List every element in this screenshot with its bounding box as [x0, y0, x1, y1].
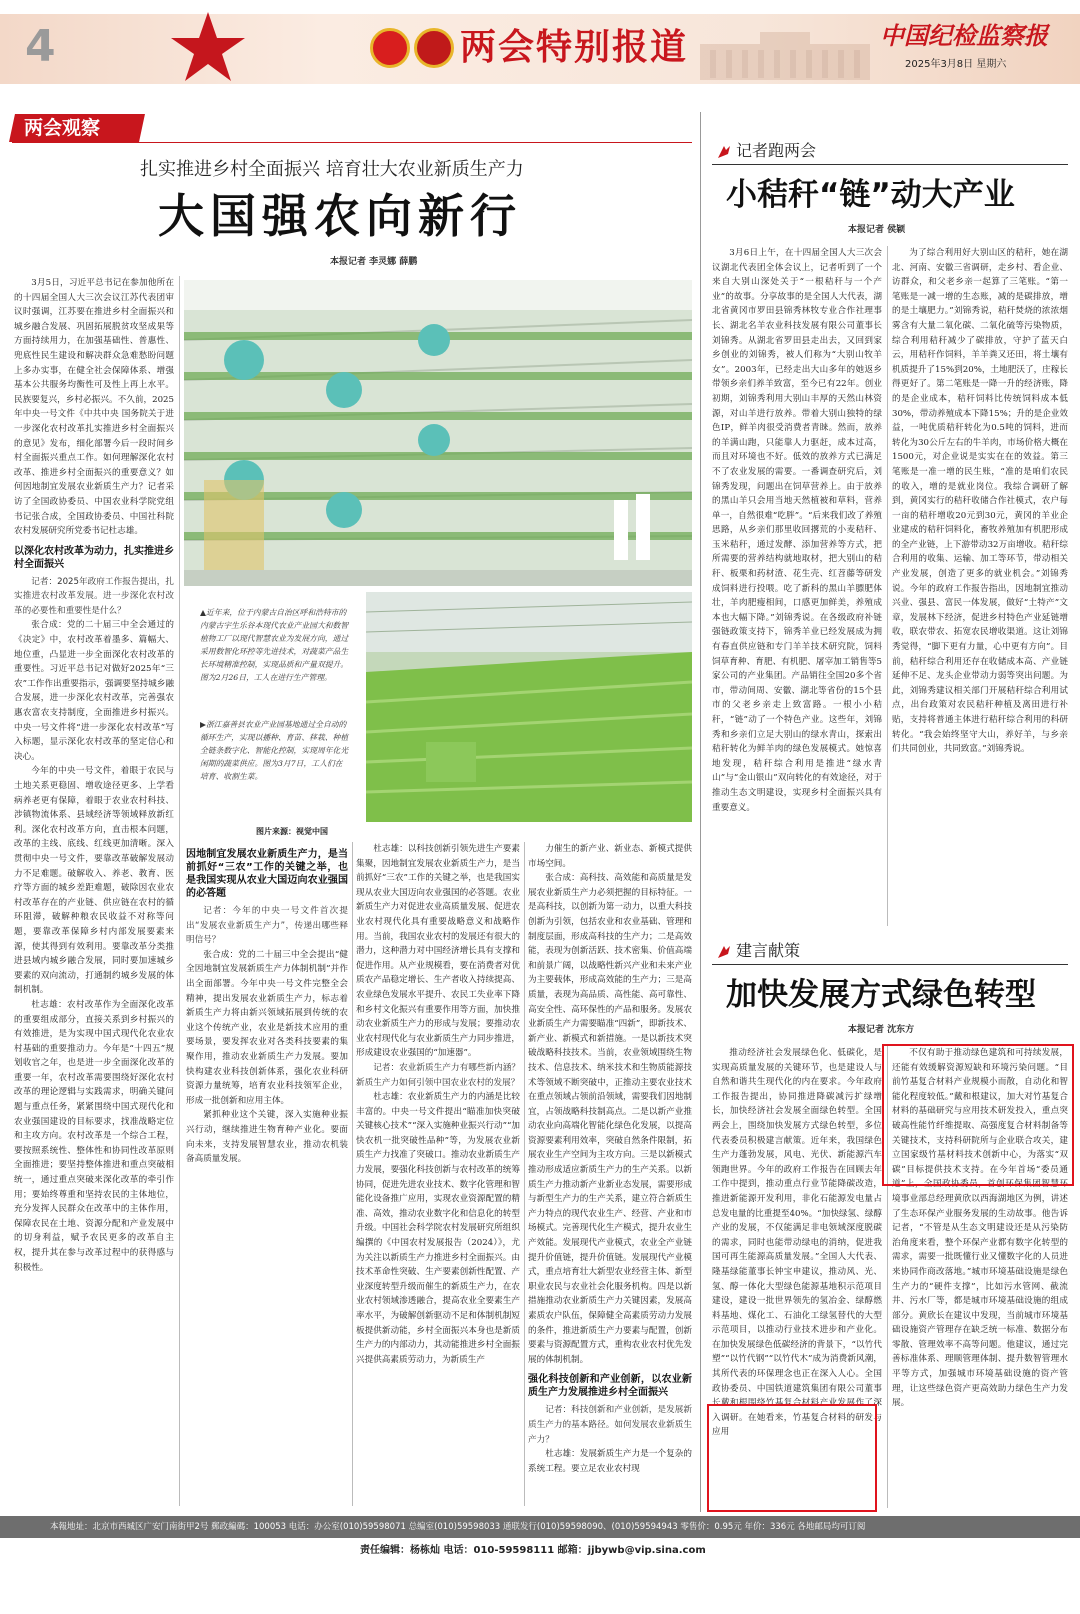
footer-info: 本報地址：北京市西城区广安门南街甲2号 郵政編碼：100053 电话：办公室(010)59598071 总编室(010)59598033 通联发行(010)59598090、(010)59594943 零售价：0.95元 年价：336元 各地邮局均可订阅	[50, 1522, 866, 1532]
paragraph: 杜志雄：发展新质生产力是一个复杂的系统工程。要立足农业农村现	[528, 1449, 692, 1474]
section-heading: 强化科技创新和产业创新，以农业新质生产力发展推进乡村全面振兴	[528, 1374, 692, 1399]
photo-credit: 图片来源：视觉中国	[256, 827, 328, 836]
paragraph: 力催生的新产业、新业态、新模式提供市场空间。	[528, 844, 692, 869]
column-rule	[887, 246, 888, 926]
main-col-3	[356, 842, 520, 1506]
main-headline: 大国强农向新行	[158, 189, 522, 243]
tag-underline	[12, 142, 692, 143]
column-tag-reporter: 记者跑两会	[736, 141, 817, 160]
star-emblem-icon	[168, 6, 248, 86]
right-top-col-2	[892, 246, 1068, 926]
paragraph: 杜志雄：农村改革作为全面深化改革的重要组成部分，直接关系到乡村振兴的有效推进，是为实现中国式现代化农业农村基础的重要推动力。今年是“十四五”规划收官之年，也是进一步全面深化改革的重要一年，农村改革需要围绕好深化农村改革的理论逻辑与实践需求，明确关键问题与重点任务，紧紧围绕中国式现代化和农业强国建设的目标要求，找准战略定位和主攻方向。农村改革是一个综合工程，要按照系统性、整体性和协同性改革原则全面推进；要坚持整体推进和重点突破相统一，通过重点突破来深化改革的牵引作用；要始终尊重和坚持农民的主体地位，充分发挥人民群众在改革中的主体作用，保障农民在土地、资源分配和产业发展中的切身利益，赋予农民更多的改革自主权，提升其在参与改革过程中的获得感与积极性。	[14, 999, 174, 1273]
column-tag-label: 两会观察	[24, 117, 101, 139]
issue-date: 2025年3月8日 星期六	[905, 59, 1007, 70]
paragraph: 推动经济社会发展绿色化、低碳化，是实现高质量发展的关键环节，也是建设人与自然和谐共生现代化的内在要求。今年政府工作报告提出，协同推进降碳减污扩绿增长，加快经济社会发展全面绿色转型。全国两会上，围绕加快发展方式绿色转型，多位代表委员积极建言献策。近年来，我国绿色生产力蓬勃发展，风电、光伏、新能源汽车领跑世界。今年的政府工作报告在回顾去年工作中提到，推动重点行业节能降碳改造，推进新能源开发利用，非化石能源发电量占总发电量的比重提至40%。“加快绿氢、绿醇产业的发展，不仅能满足非电领域深度脱碳的需求，同时也能带动绿电的消纳，促进我国可再生能源高质量发展。”全国人大代表、隆基绿能董事长钟宝申建议，推动风、光、氢、醇一体化大型绿色能源基地积示范项目建设，建设一批世界领先的氢冶金、绿醇燃料基地、煤化工、石油化工绿氢替代的大型示范项目，以推动行业技术进步和产业化。在加快发展绿色低碳经济的背景下，“以竹代塑”“以竹代钢”“以竹代木”成为消费新风潮，其所代表的环保理念也正在深入人心。全国政协委员、中国铁道建筑集团有限公司董事长戴和根围绕竹基复合材料产业发展作了深入调研。在她看来，竹基复合材料的研发与应用	[712, 1048, 882, 1438]
great-hall-graphic	[690, 24, 880, 82]
tag-underline	[712, 164, 1068, 165]
paragraph: 杜志雄：以科技创新引领先进生产要素集聚，因地制宜发展农业新质生产力，是当前抓好“三农”工作的关键之举，也是我国实现从农业大国迈向农业强国的必答题。农业新质生产力对促进农业高质量发展、促进农业农村现代化具有重要战略意义和战略作用。当前，我国农业农村的发展还有很大的潜力，这种潜力对中国经济增长具有支撑和促进作用。从产业规模看，要在消费者对优质农产品稳定增长、生产者收入持续提高、农业绿色发展水平提升、农民工失业率下降和乡村文化振兴有重要作用等方面，加快推动农业新质生产力的形成与发展；要推动农业农村现代化与农业新质生产力同步推进，形成建设农业强国的“加速器”。	[356, 844, 520, 1059]
main-col-4	[528, 842, 692, 1506]
section-heading: 因地制宜发展农业新质生产力，是当前抓好“三农”工作的关键之举，也是我国实现从农业大国迈向农业强国的必答题	[186, 849, 348, 899]
masthead	[0, 0, 1080, 100]
right-top-col-1	[712, 246, 882, 926]
paragraph: 3月5日，习近平总书记在参加他所在的十四届全国人大三次会议江苏代表团审议时强调，江苏要在推进乡村全面振兴和城乡融合发展、巩固拓展脱贫攻坚成果等方面持续用力，在加强基础性、普惠性、兜底性民生建设和解决群众急难愁盼问题上多办实事，在健全社会保障体系、增强基本公共服务均衡性可及性上再上水平。民族要复兴，乡村必振兴。不久前，2025年中央一号文件《中共中央 国务院关于进一步深化农村改革扎实推进乡村全面振兴的意见》发布，细化部署今后一段时间乡村全面振兴重点工作。如何理解深化农村改革、推进乡村全面振兴的重要意义？如何因地制宜发展农业新质生产力？记者采访了全国政协委员、中国农业科学院党组书记张合成，全国政协委员、中国社科院农村发展研究所党委书记杜志雄。	[14, 278, 174, 537]
newspaper-logo: 中国纪检监察报	[880, 21, 1048, 50]
paragraph: 不仅有助于推动绿色建筑和可持续发展，还能有效缓解资源短缺和环境污染问题。“目前竹基复合材料产业规模小而散，自动化和智能化程度较低。”戴和根建议，加大对竹基复合材料的基础研究与应用技术研发投入，重点突破高性能竹纤维提取、高强度复合材料制备等关键技术，支持科研院所与企业联合攻关，建立国家级竹基材料技术创新中心，为落实“双碳”目标提供技术支持。在今年首场“委员通道”上，全国政协委员，首创环保集团智慧环境事业部总经理黄欣以西海湖地区为例，讲述了生态环保产业服务发展的生动故事。他告诉记者，“不管是从生态文明建设还是从污染防治角度来看，整个环保产业都有数字化转型的需求，需要一批既懂行业又懂数字化的人员进来协同作商改落地。”城市环境基础设施是绿色生产力的“硬件支撑”，比如污水管网、截流井、污水厂等，都是城市环境基础设施的组成部分。黄欣长在建议中发现，当前城市环境基础设施资产管理存在缺乏统一标准、数据分布零散、管理效率不高等问题。他建议，通过完善标准体系、理顺管理体制、提升数智管理水平等方式，加强城市环境基础设施的资产管理，让这些绿色资产更高效助力绿色生产力发展。	[892, 1048, 1068, 1409]
main-byline: 本报记者 李灵娜 薛鹏	[330, 257, 418, 267]
column-tag-advice: 建言献策	[736, 941, 801, 960]
right-bottom-headline: 加快发展方式绿色转型	[726, 977, 1036, 1013]
section-heading: 以深化农村改革为动力，扎实推进乡村全面振兴	[14, 545, 174, 570]
question: 记者：农业新质生产力有哪些新内涵？新质生产力如何引领中国农业农村的发展？	[356, 1062, 520, 1088]
tag-underline	[712, 964, 1068, 965]
paragraph: 3月6日上午，在十四届全国人大三次会议湖北代表团全体会议上，记者听到了一个来自大别山深处关于“一根秸秆与一个产业”的故事。分享故事的是全国人大代表，湖北省黄冈市罗田县锦秀林牧专业合作社理事长、湖北名羊农业科技发展有限公司董事长刘锦秀。从湖北省罗田县走出去，又回到家乡创业的刘锦秀，被人们称为“大别山牧羊女”。2003年，已经走出大山多年的她返乡带领乡亲们养羊致富，至今已有22年。创业初期，刘锦秀利用大别山丰厚的天然山林资源，对山羊进行放养。带着大别山独特的绿色IP，鲜羊肉很受消费者青睐。然而，放养的羊满山跑，只能靠人力驱赶，成本过高，而且对环境也不好。低效的放养方式已满足不了农业发展的需要。一番调查研究后，刘锦秀发现，问题出在饲草营养上。由于放养的黑山羊只会用当地天然植被和草料，营养单一，自然很难“吃胖”。“后来我们改了养殖思路，从乡亲们那里收回撂荒的小麦秸秆、玉米秸秆，通过发酵、添加营养等方式，把所需要的营养结构就地取材，把大别山的秸秆、板栗和药材渣、花生壳、红苕藤等研发成饲料进行投喂。吃了新科的黑山羊膘肥体壮，羊肉肥瘦相间，口感更加鲜美，养殖成本也大幅下降。”刘锦秀说。在各级政府补链强链政策支持下，锦秀羊业已经发展成为拥有春直供应链和专门羊羊技术研究院，饲料饲草育种、育肥、有机肥、屠宰加工销售等5家公司的产业集团。产品销往全国20多个省市，带动间周、安徽、湖北等省份的15个县市的父老乡亲走上致富路。一根小小秸秆，“链”动了一个特色产业。这些年，刘锦秀和乡亲们立足大别山的绿水青山，探索出秸秆转化为鲜羊肉的绿色发展模式。她惊喜地发现，秸秆综合利用是推进“绿水青山”与“金山银山”双向转化的有效途径，对于推动生态文明建设，实现乡村全面振兴具有重要意义。	[712, 248, 882, 813]
footer-editor: 责任编辑：杨栋灿 电话：010-59598111 邮箱：jjbywb@vip.sina.com	[360, 1545, 706, 1556]
question: 记者：2025年政府工作报告提出，扎实推进农村改革发展。进一步深化农村改革的必要性和重要性是什么？	[14, 576, 174, 616]
column-rule	[352, 842, 353, 1506]
cppcc-emblem-icon	[414, 28, 454, 68]
paragraph: 张合成：党的二十届三中全会通过的《决定》中，农村改革着墨多、篇幅大、地位重，凸显进一步全面深化农村改革的重要性。习近平总书记对做好2025年“三农”工作作出重要指示，强调要坚持城乡融合发展，进一步深化农村改革，完善强农惠农富农支持制度，全面推进乡村振兴。中央一号文件将“进一步深化农村改革”写入标题，显示深化农村改革的坚定信心和决心。	[14, 620, 174, 762]
photo-vertical-farm	[184, 280, 692, 586]
section-title: 两会特别报道	[460, 27, 689, 68]
question: 记者：今年的中央一号文件首次提出“发展农业新质生产力”，传递出哪些释明信号？	[186, 906, 348, 946]
advice-tag-icon	[716, 944, 732, 960]
right-top-headline: 小秸秆“链”动大产业	[726, 177, 1015, 213]
paragraph: 张合成：高科技、高效能和高质量是发展农业新质生产力必须把握的目标特征。一是高科技，以创新为第一动力，以重大科技创新为引领，包括农业和农业基础、管理和制度层面，形成高科技的生产力；二是高效能，表现为创新活跃、技术密集、价值高端和前景广阔，以战略性新兴产业和未来产业为主要载体，形成高效能的生产力；三是高质量，表现为高品质、高性能、高可靠性、高安全性、高环保性的产品和服务。发展农业新质生产力需要瞄准“四新”，即新技术、新产业、新模式和新措施。一是以新技术突破战略科技技术。当前，农业领域围绕生物技术、信息技术、纳米技术和生物质能源技术等领域不断突破中，正推动主要农业技术在重点领域占领前沿领域，需要我们因地制宜，占领战略科技制高点。二是以新产业推动农业向高端化智能化绿色化发展，以提高资源要素利用效率，突破自然条件限制，拓展农业生产空间为主攻方向。三是以新模式推动形成适应新质生产力的生产关系。以新质生产力推动新产业新业态发展，需要形成与新型生产力的生产关系，建立符合新质生产力特点的现代农业生产、经营、产业和市场模式。完善现代化生产模式，提升农业生产效能。发展现代产业模式，农业全产业链提升价值链，提升价值链。发展现代产业模式，重点培育壮大新型农业经营主体、新型职业农民与农业社会化服务机构。四是以新措施推动农业新质生产力关键因素，发展高素质农户队伍，保障健全高素质劳动力发展的条件，推进新质生产力要素与配置，创新要素与资源配置方式，重构农业农村优先发展的体制机制。	[528, 873, 692, 1365]
page-number: 4	[25, 21, 56, 72]
column-rule	[179, 276, 180, 1506]
question: 记者：科技创新和产业创新，是发展新质生产力的基本路径。如何发展农业新质生产力？	[528, 1405, 692, 1445]
photo-greenhouse	[366, 592, 692, 822]
paragraph: 张合成：党的二十届三中全会提出“健全因地制宜发展新质生产力体制机制”并作出全面部署。今年中央一号文件完整全会精神，提出发展农业新质生产力，标志着新质生产力将由新兴领域拓展到传统的农业这个传统产业，农业是新技术应用的重要场景，要发挥农业对各类科技要素的集聚作用，推动农业新质生产力发展。要加快构建农业科技创新体系，强化农业科研资源力量统筹，培育农业科技领军企业，形成一批创新和应用主体。	[186, 949, 348, 1106]
photo-caption-1: ▲近年来，位于内蒙古自治区呼和浩特市的内蒙古宇生乐谷本现代农业产业园大和数智植物工厂以现代智慧农业为发展方向，通过采用数智化环控等先进技术，对蔬菜产品生长环境精准控制，实现品质和产量双提升。图为2月26日，工人在进行生产管理。	[200, 608, 349, 682]
highlight-box	[882, 1044, 1074, 1186]
paragraph: 为了综合利用好大别山区的秸秆，她在湖北、河南、安徽三省调研，走乡村、看企业、访群众，和父老乡亲一起算了三笔账。“第一笔账是一减一增的生态账，减的是碳排放，增的是土壤肥力。”刘锦秀说，秸秆焚烧的浓浓烟雾含有大量二氧化碳、二氧化硫等污染物质，综合利用秸秆减少了碳排放，守护了蓝天白云，用秸秆作饲料，羊羊粪又还田，将土壤有机质提升了15%到20%，土地肥沃了，庄稼长得更好了。第二笔账是一降一升的经济账，降的是企业成本，秸秆饲料比传统饲料成本低30%，带动养殖成本下降15%；升的是企业效益，一吨优质秸秆转化为0.5吨的饲料，进而转化为30公斤左右的牛羊肉，市场价格大概在1500元，对企业说是实实在在的效益。第三笔账是一准一增的民生账，“准的是咱们农民的收入，增的是就业岗位。我综合调研了解到，黄冈实行的秸秆收储合作社模式，农户每一亩的秸秆增收20元到30元，黄冈的羊业企业建成的秸秆饲料化，畜牧养殖加有机肥形成的全产业链，上下游带动32万亩增收。秸秆综合利用的收集、运输、加工等环节，带动相关产业发展，创造了更多的就业机会。”刘锦秀说。今年的政府工作报告指出，因地制宜推动兴业、强县、富民一体发展，做好“土特产”文章，发展林下经济，促进乡村特色产业延链增收，联农带农、拓宽农民增收渠道。这让刘锦秀觉得，“脚下更有力量，心中更有方向”。目前，秸秆综合利用还存在收储成本高、产业链延伸不足、龙头企业带动力弱等突出问题。为此，刘锦秀建议相关部门开展秸秆综合利用试点，出台政策对农民秸秆种植及离田进行补贴，支持将普通主体进行秸秆综合利用的科研转化。“我会始终坚守大山，养好羊，与乡亲们共同创业，共同致富。”刘锦秀说。	[892, 248, 1068, 755]
reporter-tag-icon	[716, 144, 732, 160]
column-rule	[524, 842, 525, 1506]
paragraph: 今年的中央一号文件，着眼于农民与土地关系更稳固、增收途径更多、上学看病养老更有保障，着眼于农业农村科技、涉镇物流体系、县域经济等领域释放新红利。深化农村改革方向，直击根本问题，改革的主线、底线、红线更加清晰。深入贯彻中央一号文件，要靠改革破解发展动力不足难题。破解收入、养老、教育、医疗等方面的城乡差距难题，破除因农业农村改革存在的产业链、供应链在农村的循环阻滞，破解种粮农民收益不对称等问题，要靠改革保障乡村内部发展要素来源，使其得到有效利用。要靠改革分类推进县域内城乡融合发展，同时要加速城乡要素的双向流动，打通制约城乡发展的体制机制。	[14, 766, 174, 996]
highlight-box	[707, 1404, 877, 1512]
main-col-1	[14, 276, 174, 1506]
national-emblem-icon	[370, 28, 410, 68]
paragraph: 紧抓种业这个关键，深入实施种业振兴行动，继续推进生物育种产业化。要面向未来，支持发展智慧农业，推动农机装备高质量发展。	[186, 1110, 348, 1165]
main-subheadline: 扎实推进乡村全面振兴 培育壮大农业新质生产力	[140, 159, 524, 180]
section-divider	[700, 112, 701, 1512]
paragraph: 杜志雄：农业新质生产力的内涵是比较丰富的。中央一号文件提出“瞄准加快突破关键核心技术”“深入实施种业振兴行动”“加快农机一批突破性品种”等，为发展农业新质生产力找准了突破口。推动农业新质生产力发展，要强化科技创新与农村改革的统筹协同，促进先进农业技术、数字化管理和智能化设备推广应用，实现农业资源配置的精准、高效，推动农业数字化和信息化的转型升级。中国社会科学院农村发展研究所组织编撰的《中国农村发展报告（2024）》，尤为关注以新质生产力推进乡村全面振兴。由技术革命性突破、生产要素创新性配置、产业深度转型升级而催生的新质生产力，在农业农村领域渗透融合，提高农业全要素生产率水平，为破解创新驱动不足和体制机制短板提供新动能，乡村全面振兴本身也是新质生产力的内部动力，其动能推进乡村全面振兴提供高素质劳动力，为新质生产	[356, 1092, 520, 1365]
right-bottom-byline: 本报记者 沈东方	[848, 1025, 915, 1035]
photo-caption-2: ▶浙江嘉善县农业产业园基地通过全自动的循环生产，实现以播种、育苗、移栽、种植全链条数字化、智能化控制，实现周年化光闲期的蔬菜供应。图为3月7日，工人们在培育、收割生菜。	[200, 720, 349, 781]
right-top-byline: 本报记者 侯颖	[848, 225, 906, 235]
main-col-2	[186, 842, 348, 1506]
